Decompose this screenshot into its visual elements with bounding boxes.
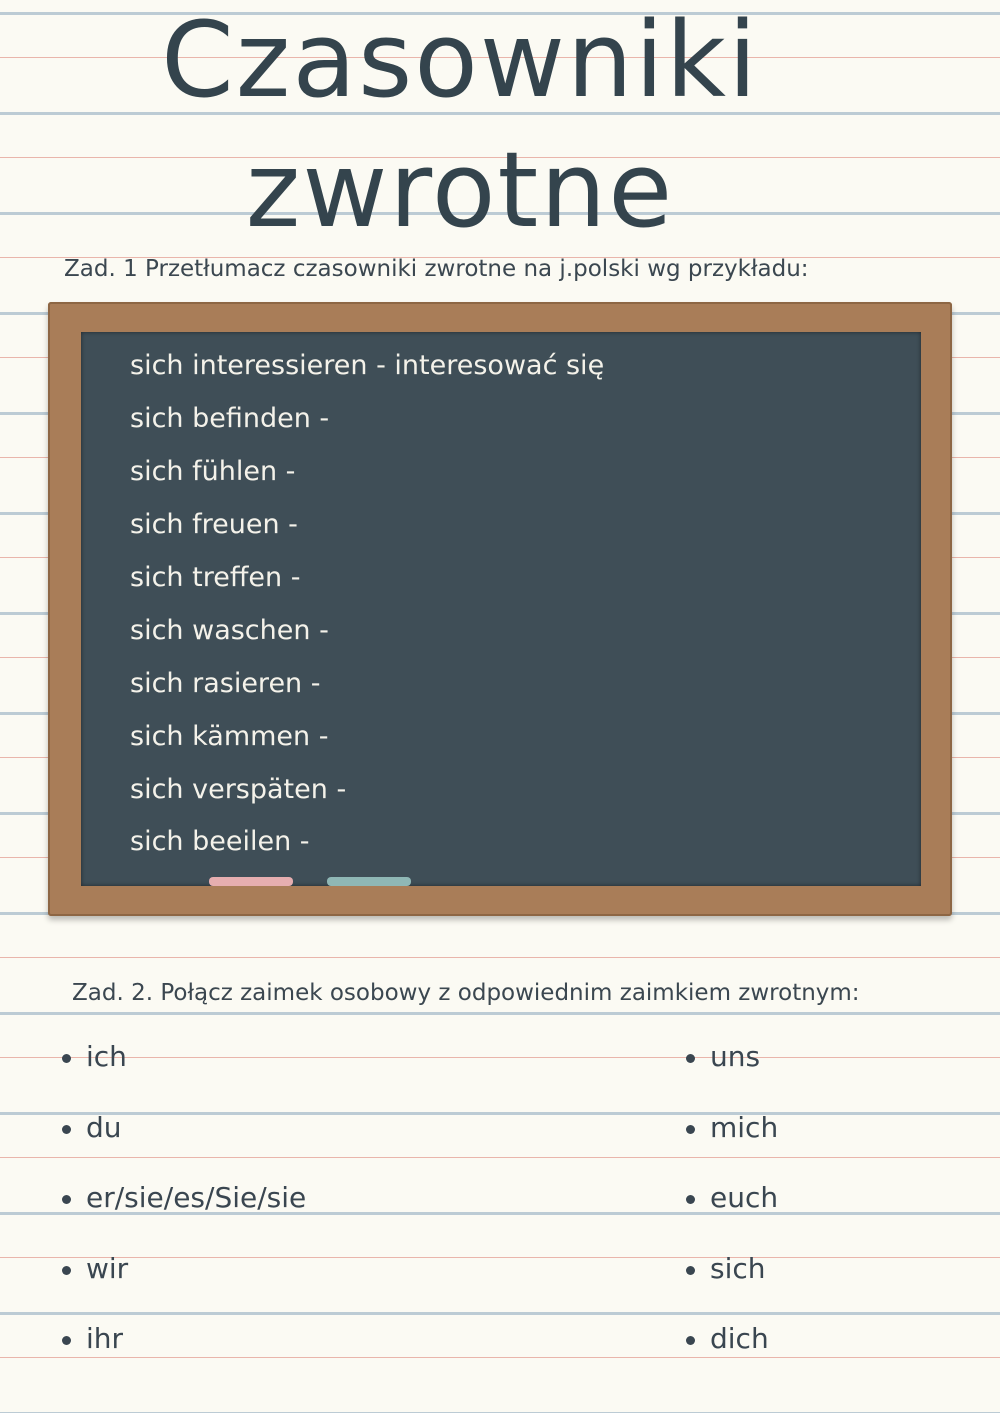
teal-chalk — [327, 877, 411, 886]
personal-pronoun-item: ich — [86, 1040, 127, 1073]
task-1-instruction: Zad. 1 Przetłumacz czasowniki zwrotne na j.polski wg przykładu: — [64, 256, 809, 282]
verb-item: sich rasieren - — [130, 668, 321, 699]
verb-item: sich verspäten - — [130, 774, 347, 805]
verb-item: sich fühlen - — [130, 456, 296, 487]
personal-pronoun-item: er/sie/es/Sie/sie — [86, 1181, 307, 1214]
bullet-icon — [686, 1266, 695, 1275]
verb-item: sich interessieren - interesować się — [130, 350, 605, 381]
bullet-icon — [62, 1125, 71, 1134]
reflexive-pronoun-item: uns — [710, 1040, 761, 1073]
verb-item: sich beeilen - — [130, 826, 310, 857]
verb-item: sich waschen - — [130, 615, 329, 646]
reflexive-pronoun-item: euch — [710, 1181, 779, 1214]
personal-pronoun-item: wir — [86, 1252, 129, 1285]
bullet-icon — [62, 1195, 71, 1204]
verb-item: sich kämmen - — [130, 721, 329, 752]
task-2-instruction: Zad. 2. Połącz zaimek osobowy z odpowiednim zaimkiem zwrotnym: — [72, 980, 860, 1006]
reflexive-pronoun-item: dich — [710, 1322, 769, 1355]
pink-chalk — [209, 877, 293, 886]
bullet-icon — [686, 1195, 695, 1204]
bullet-icon — [62, 1054, 71, 1063]
bullet-icon — [686, 1336, 695, 1345]
verb-item: sich treffen - — [130, 562, 301, 593]
page-title-line-2: zwrotne — [245, 129, 675, 251]
personal-pronoun-item: ihr — [86, 1322, 124, 1355]
bullet-icon — [686, 1125, 695, 1134]
bullet-icon — [62, 1266, 71, 1275]
page-title-line-1: Czasowniki — [161, 0, 759, 121]
bullet-icon — [686, 1054, 695, 1063]
reflexive-pronoun-item: sich — [710, 1252, 766, 1285]
bullet-icon — [62, 1336, 71, 1345]
personal-pronoun-item: du — [86, 1111, 122, 1144]
verb-item: sich befinden - — [130, 403, 330, 434]
reflexive-pronoun-item: mich — [710, 1111, 779, 1144]
verb-item: sich freuen - — [130, 509, 298, 540]
